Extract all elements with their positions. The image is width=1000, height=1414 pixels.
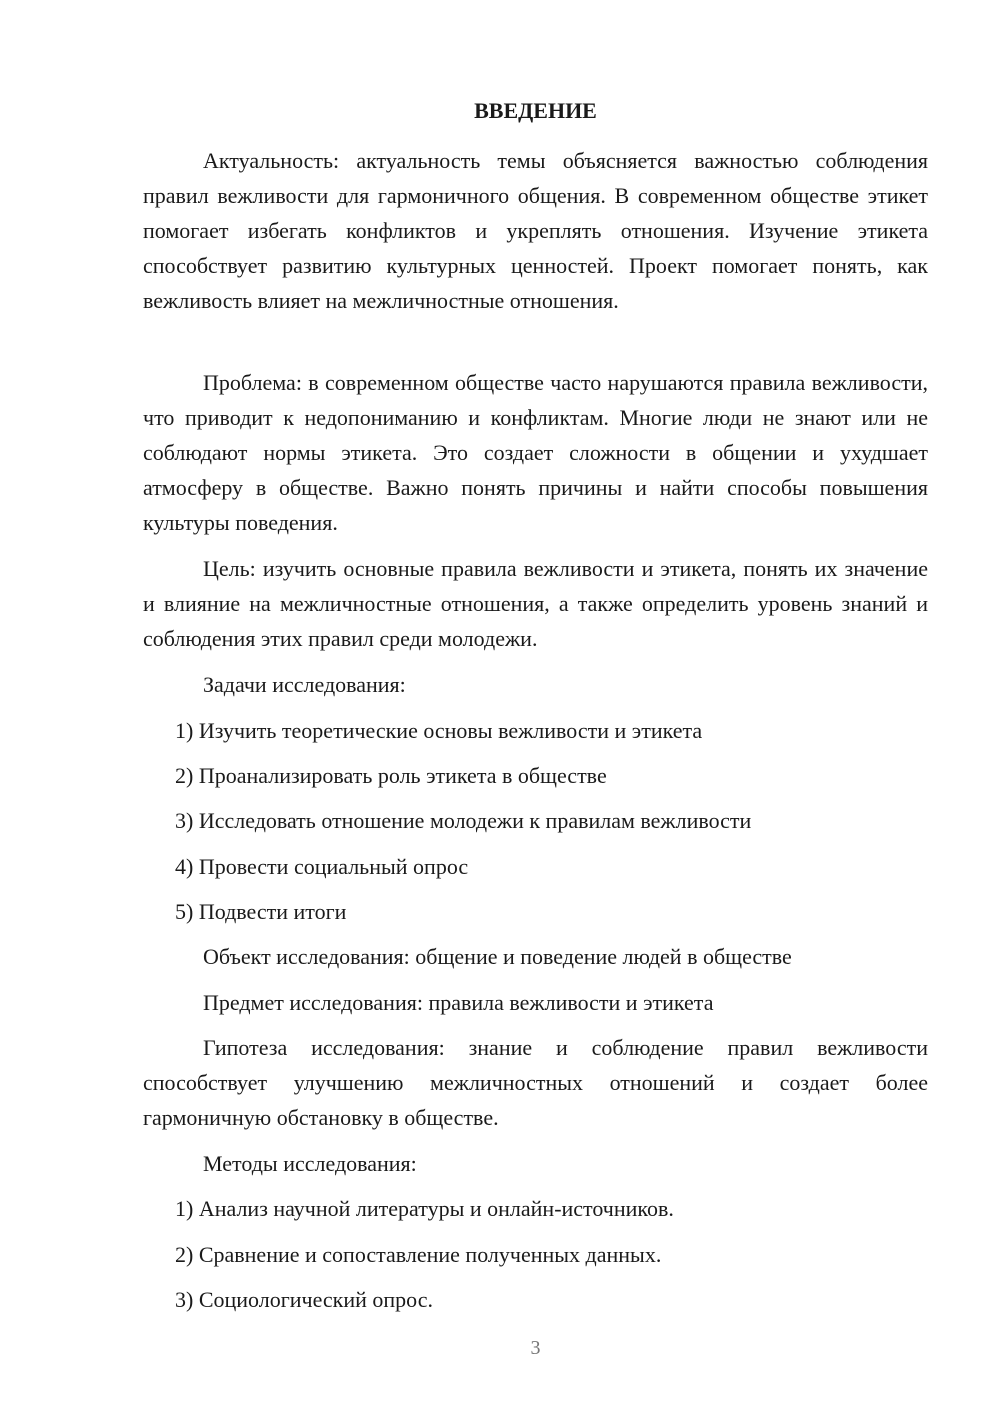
document-page <box>143 0 928 1414</box>
method-item: 1) Анализ научной литературы и онлайн-источников. <box>175 1196 674 1221</box>
page-number: 3 <box>530 1337 541 1359</box>
methods-label: Методы исследования: <box>203 1151 417 1176</box>
section-heading: ВВЕДЕНИЕ <box>474 98 597 123</box>
research-subject: Предмет исследования: правила вежливости и этикета <box>203 990 714 1015</box>
method-item: 3) Социологический опрос. <box>175 1287 433 1312</box>
task-item: 2) Проанализировать роль этикета в обществе <box>175 763 607 788</box>
goal-paragraph: Цель: изучить основные правила вежливости и этикета, понять их значение и влияние на межличностные отношения, а также определить уровень знаний и соблюдения этих правил среди молодежи. <box>143 556 928 651</box>
task-item: 3) Исследовать отношение молодежи к правилам вежливости <box>175 808 752 833</box>
relevance-paragraph: Актуальность: актуальность темы объясняется важностью соблюдения правил вежливости для гармоничного общения. В современном обществе этикет помогает избегать конфликтов и укреплять отношения. Изучение этикета способствует развитию культурных ценностей. Проект помогает понять, как вежливость влияет на межличностные отношения. <box>143 148 928 313</box>
method-item: 2) Сравнение и сопоставление полученных данных. <box>175 1242 662 1267</box>
task-item: 5) Подвести итоги <box>175 899 347 924</box>
task-item: 1) Изучить теоретические основы вежливости и этикета <box>175 718 703 743</box>
problem-paragraph: Проблема: в современном обществе часто нарушаются правила вежливости, что приводит к недопониманию и конфликтам. Многие люди не знают или не соблюдают нормы этикета. Это создает сложности в общении и ухудшает атмосферу в обществе. Важно понять причины и найти способы повышения культуры поведения. <box>143 370 928 535</box>
tasks-label: Задачи исследования: <box>203 672 406 697</box>
hypothesis-paragraph: Гипотеза исследования: знание и соблюдение правил вежливости способствует улучшению межличностных отношений и создает более гармоничную обстановку в обществе. <box>143 1035 928 1130</box>
research-object: Объект исследования: общение и поведение людей в обществе <box>203 944 792 969</box>
task-item: 4) Провести социальный опрос <box>175 854 469 879</box>
